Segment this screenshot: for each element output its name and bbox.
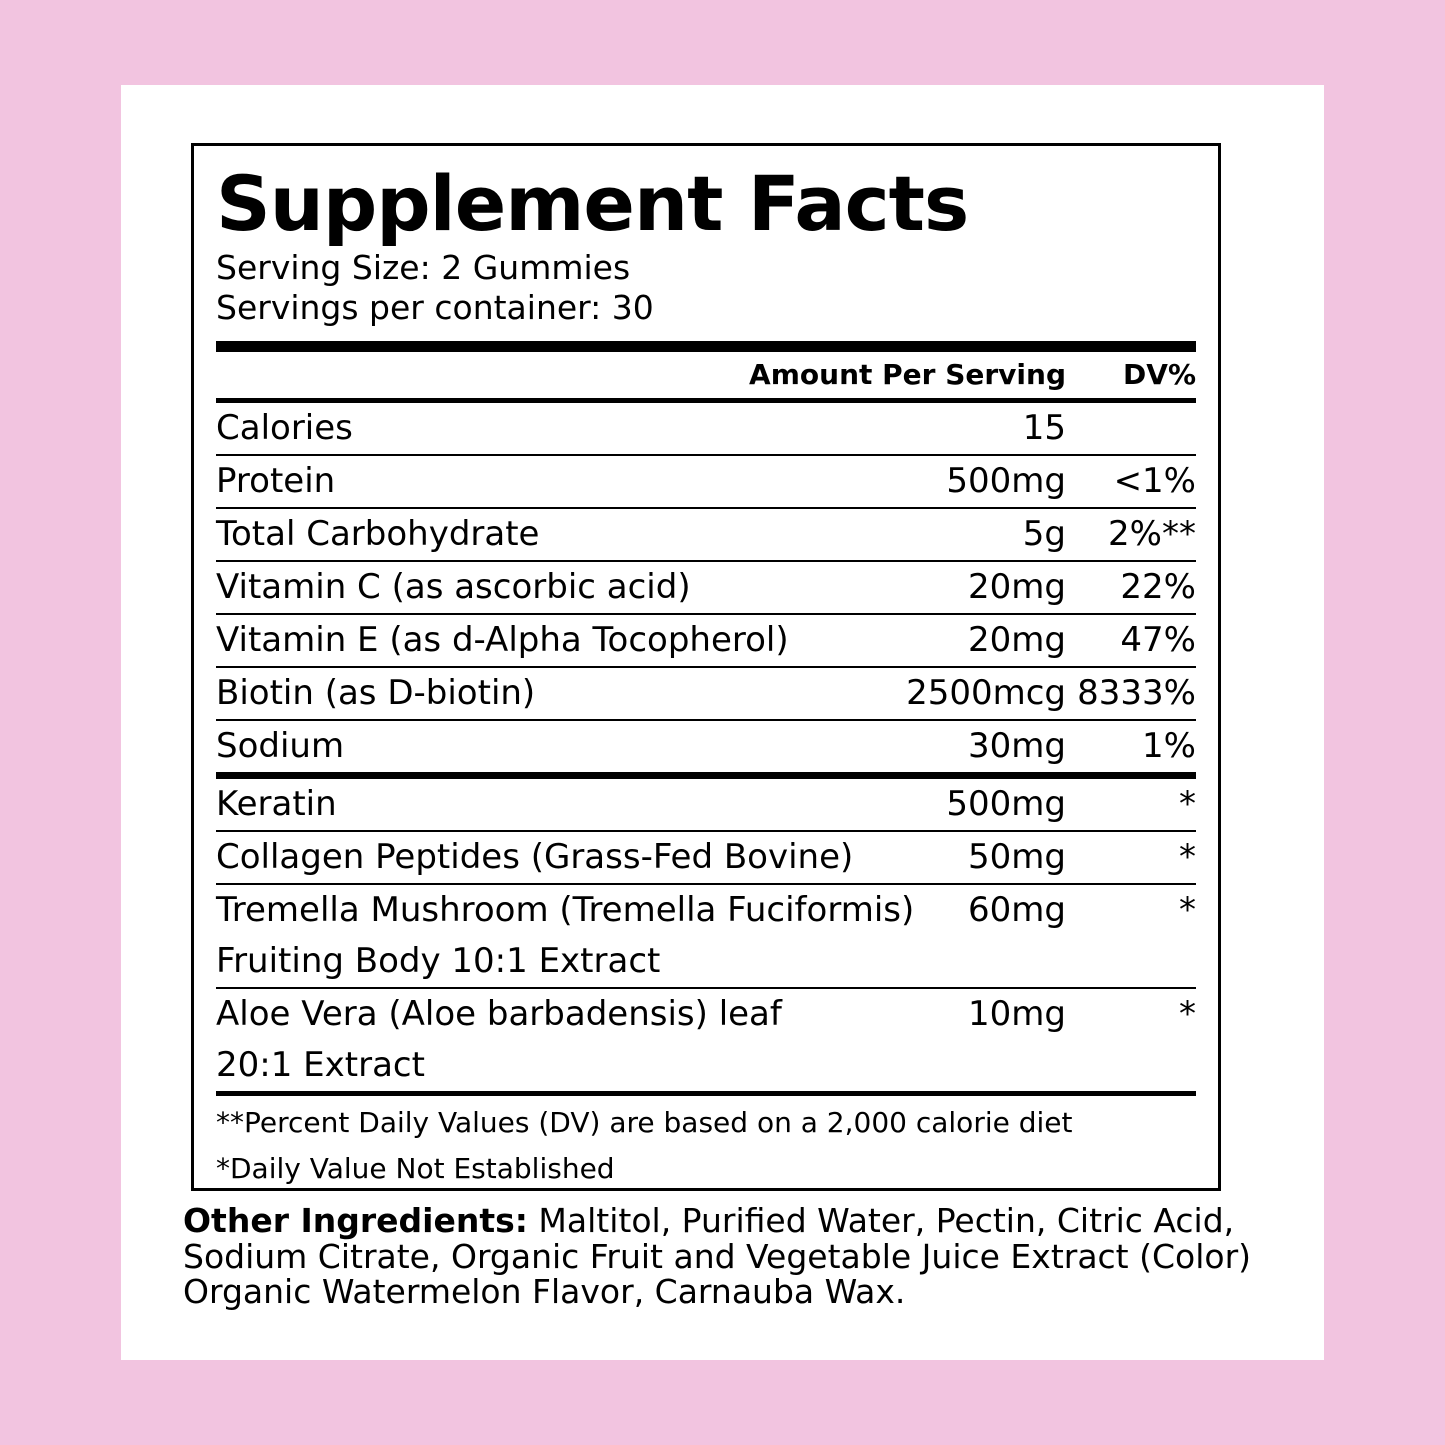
supplement-facts-box <box>191 143 1221 1191</box>
divider-thick-top <box>216 341 1196 352</box>
nutrient-name: Vitamin E (as d-Alpha Tocopherol) <box>216 614 880 667</box>
nutrient-name: Protein <box>216 455 880 508</box>
nutrient-dv: 1% <box>1066 720 1196 773</box>
table-row <box>216 779 1196 831</box>
nutrient-name: Sodium <box>216 720 880 773</box>
table-header-row <box>216 352 1196 398</box>
ingredient-dv: * <box>1066 779 1196 831</box>
ingredient-amount: 10mg <box>968 993 1066 1034</box>
header-amount-per-serving: Amount Per Serving <box>749 357 1066 391</box>
table-row-continuation <box>216 1040 1196 1091</box>
serving-size: Serving Size: 2 Gummies <box>216 248 631 287</box>
table-row-continuation <box>216 936 1196 988</box>
nutrient-dv: 8333% <box>1066 667 1196 720</box>
ingredient-name: Aloe Vera (Aloe barbadensis) leaf <box>216 993 782 1034</box>
nutrient-amount: 15 <box>880 403 1066 455</box>
nutrient-amount: 30mg <box>880 720 1066 773</box>
nutrient-name: Calories <box>216 403 880 455</box>
ingredient-dv: * <box>1179 889 1196 930</box>
page-title: Supplement Facts <box>216 159 969 248</box>
ingredient-name: Tremella Mushroom (Tremella Fuciformis) <box>216 889 915 930</box>
ingredient-name: Keratin <box>216 779 942 831</box>
nutrient-dv: 2%** <box>1066 508 1196 561</box>
table-row <box>216 667 1196 720</box>
nutrient-amount: 500mg <box>880 455 1066 508</box>
nutrient-dv <box>1066 403 1196 455</box>
table-row <box>216 455 1196 508</box>
ingredient-subline: Fruiting Body 10:1 Extract <box>216 936 942 988</box>
nutrient-name: Vitamin C (as ascorbic acid) <box>216 561 880 614</box>
ingredient-name: Collagen Peptides (Grass-Fed Bovine) <box>216 831 942 884</box>
nutrient-amount: 5g <box>880 508 1066 561</box>
blend-table <box>216 779 1196 1091</box>
header-daily-value: DV% <box>1123 357 1196 391</box>
ingredient-subline: 20:1 Extract <box>216 1044 425 1085</box>
table-row <box>216 831 1196 884</box>
other-ingredients <box>183 1203 1273 1310</box>
nutrient-dv: 47% <box>1066 614 1196 667</box>
table-row <box>216 561 1196 614</box>
other-ingredients-text: Maltitol, Purified Water, Pectin, Citric Acid, Sodium Citrate, Organic Fruit and Vegetable Juice Extract (Color) Organic Watermelon Flavor, Carnauba Wax. <box>183 1201 1252 1312</box>
footnote-daily-value: **Percent Daily Values (DV) are based on a 2,000 calorie diet <box>216 1105 1073 1139</box>
ingredient-amount: 500mg <box>942 779 1066 831</box>
table-row <box>216 884 1196 936</box>
nutrient-name: Biotin (as D-biotin) <box>216 667 880 720</box>
other-ingredients-label: Other Ingredients: <box>183 1201 528 1240</box>
ingredient-amount: 50mg <box>942 831 1066 884</box>
nutrient-amount: 2500mcg <box>880 667 1066 720</box>
ingredient-dv: * <box>1066 831 1196 884</box>
nutrient-dv: <1% <box>1066 455 1196 508</box>
footnote-not-established: *Daily Value Not Established <box>216 1152 615 1186</box>
nutrient-amount: 20mg <box>880 561 1066 614</box>
servings-per-container: Servings per container: 30 <box>216 288 654 328</box>
nutrient-table <box>216 403 1196 774</box>
ingredient-dv: * <box>1179 993 1196 1034</box>
table-row <box>216 720 1196 773</box>
nutrient-name: Total Carbohydrate <box>216 508 880 561</box>
label-panel <box>121 85 1324 1360</box>
table-row <box>216 988 1196 1040</box>
nutrient-amount: 20mg <box>880 614 1066 667</box>
table-row <box>216 508 1196 561</box>
nutrient-dv: 22% <box>1066 561 1196 614</box>
ingredient-amount: 60mg <box>968 889 1066 930</box>
table-row <box>216 614 1196 667</box>
table-row <box>216 403 1196 455</box>
